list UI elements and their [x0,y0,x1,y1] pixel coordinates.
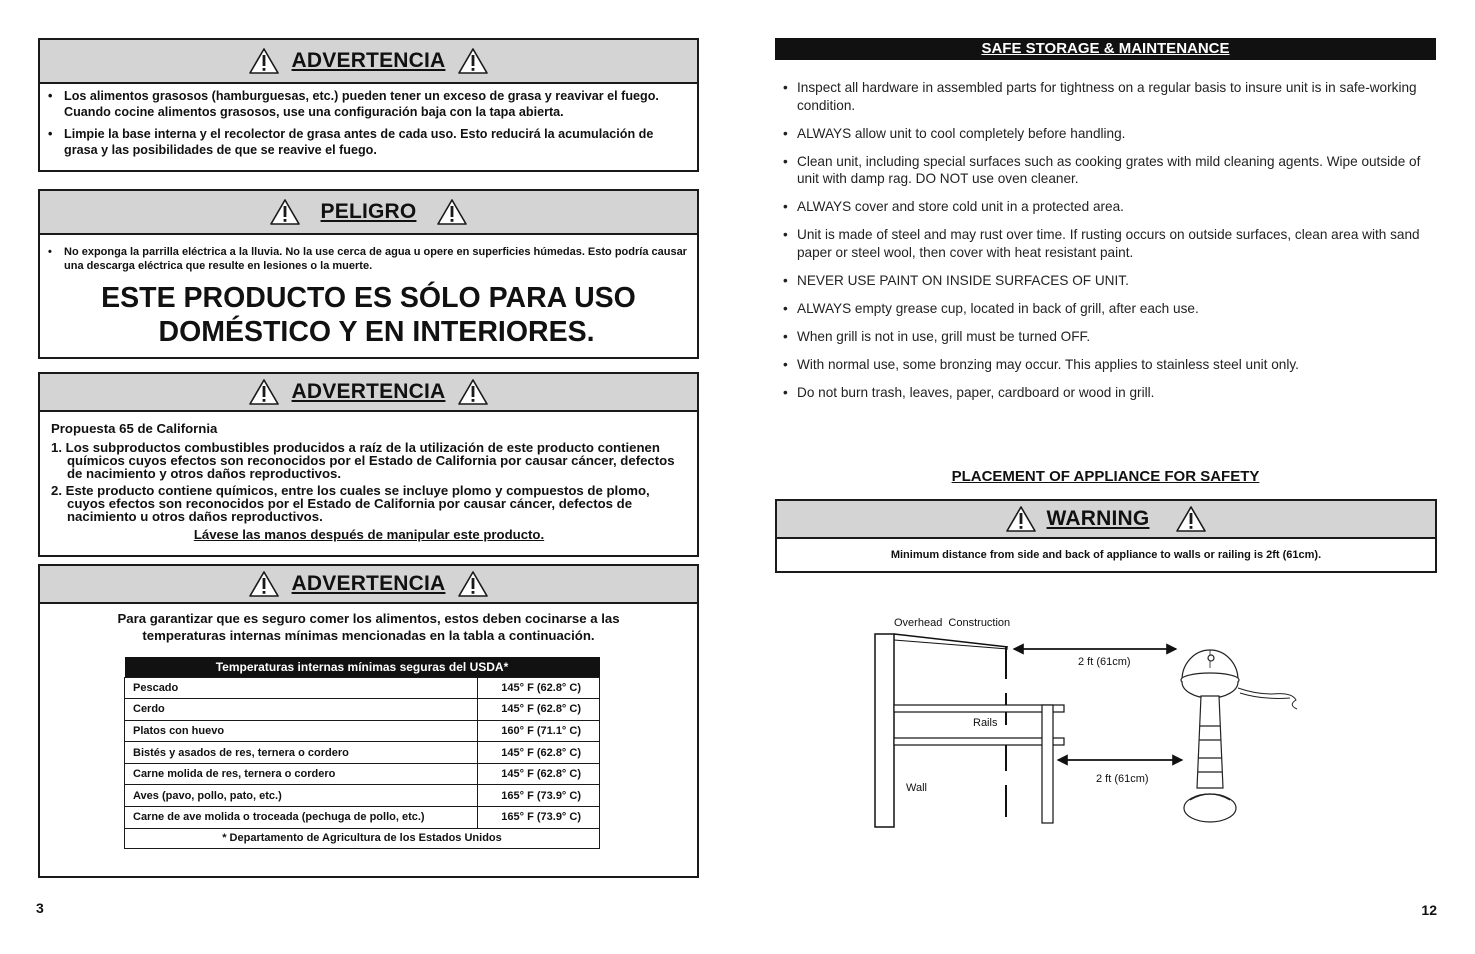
placement-warning-panel [775,499,1437,573]
list-item: • Los alimentos grasosos (hamburguesas, etc.) pueden tener un exceso de grasa y reavivar el fuego. Cuando cocine alimentos grasosos, use una configuración baja con la tapa abierta. [40,88,689,120]
list-item: • When grill is not in use, grill must be turned OFF. [781,328,1433,346]
panel-header [40,566,697,604]
placement-title: PLACEMENT OF APPLIANCE FOR SAFETY [951,468,1260,485]
storage-title: SAFE STORAGE & MAINTENANCE [981,40,1230,57]
overhead-label: Overhead Construction [894,617,1011,629]
prop65-item: 2. Este producto contiene químicos, entre los cuales se incluye plomo y compuestos de plomo, cuyos efectos son reconocidos por el Estado de California por causar cáncer, defectos de nacimiento u otros daños reproductivos. [51,483,650,524]
list-item: • Limpie la base interna y el recolector de grasa antes de cada uso. Esto reducirá la acumulación de grasa y las posibilidades de que se reavive el fuego. [40,126,689,158]
table-footnote: * Departamento de Agricultura de los Estados Unidos [125,828,600,848]
clearance-diagram [860,610,1320,835]
table-row [125,785,600,807]
temp-cell: 145° F (62.8° C) [478,763,600,785]
panel-header [40,374,697,412]
table-row [125,742,600,764]
temp-cell: 145° F (62.8° C) [478,742,600,764]
temp-cell: 145° F (62.8° C) [478,699,600,721]
warning-triangle-icon [248,378,280,406]
panel-title: ADVERTENCIA [291,572,446,595]
list-item: • Inspect all hardware in assembled parts for tightness on a regular basis to insure unit is in safe-working condition. [781,79,1433,114]
list-item: • No exponga la parrilla eléctrica a la lluvia. No la use cerca de agua u opere en superficies húmedas. Esto podría causar una descarga eléctrica que resulte en lesiones o la muerte. [40,245,689,273]
panel-header [40,191,697,235]
panel-title: WARNING [1046,507,1150,530]
rails-label: Rails [973,717,998,729]
warning-triangle-icon [248,47,280,75]
panel-header [777,501,1435,539]
warning-triangle-icon [1175,505,1207,533]
table-row [125,763,600,785]
list-item: • With normal use, some bronzing may occur. This applies to stainless steel unit only. [781,356,1433,374]
grease-bullet-list [40,84,697,158]
warning-triangle-icon [436,198,468,226]
table-row [125,720,600,742]
clearance-diagram-drawing [860,610,1320,835]
table-row [125,807,600,829]
notice-line: DOMÉSTICO Y EN INTERIORES. [158,316,595,348]
food-cell: Aves (pavo, pollo, pato, etc.) [125,785,478,807]
table-row [125,677,600,699]
advertencia-grease-panel [38,38,699,172]
peligro-panel [38,189,699,359]
prop65-panel [38,372,699,557]
peligro-bullet-list [40,235,697,273]
wash-hands-notice: Lávese las manos después de manipular este producto. [193,527,545,542]
list-item: • ALWAYS empty grease cup, located in back of grill, after each use. [781,300,1433,318]
temp-cell: 160° F (71.1° C) [478,720,600,742]
usda-temperature-table [124,657,600,849]
list-item: • Unit is made of steel and may rust over time. If rusting occurs on outside surfaces, clean area with sand paper or steel wool, then cover with heat resistant paint. [781,226,1433,261]
storage-title-bar [775,38,1436,60]
list-item: • Do not burn trash, leaves, paper, cardboard or wood in grill. [781,384,1433,402]
food-cell: Bistés y asados de res, ternera o cordero [125,742,478,764]
wall-label: Wall [906,782,927,794]
panel-title: ADVERTENCIA [291,380,446,403]
distance-bottom-label: 2 ft (61cm) [1096,773,1149,785]
warning-triangle-icon [457,570,489,598]
warning-triangle-icon [1005,505,1037,533]
prop65-body [40,412,697,541]
usda-intro: Para garantizar que es seguro comer los alimentos, estos deben cocinarse a las temperaturas internas mínimas mencionadas en la tabla a continuación. [117,611,620,643]
page-number-right: 12 [1421,902,1437,918]
panel-title: ADVERTENCIA [291,49,446,72]
food-cell: Cerdo [125,699,478,721]
warning-triangle-icon [248,570,280,598]
food-cell: Platos con huevo [125,720,478,742]
panel-header [40,40,697,84]
list-item: • NEVER USE PAINT ON INSIDE SURFACES OF UNIT. [781,272,1433,290]
grill-icon [1181,650,1297,822]
list-item: • ALWAYS cover and store cold unit in a protected area. [781,198,1433,216]
table-footnote-row [125,828,600,848]
table-header: Temperaturas internas mínimas seguras del USDA* [125,657,600,677]
table-row [125,699,600,721]
distance-top-label: 2 ft (61cm) [1078,656,1131,668]
indoor-use-notice [40,281,697,349]
temp-cell: 165° F (73.9° C) [478,785,600,807]
food-cell: Carne de ave molida o troceada (pechuga de pollo, etc.) [125,807,478,829]
warning-triangle-icon [457,378,489,406]
prop65-item: 1. Los subproductos combustibles producidos a raíz de la utilización de este producto contienen químicos cuyos efectos son reconocidos por el Estado de California por causar cáncer, defectos de nacimiento y otros daños reproductivos. [51,440,675,481]
food-cell: Carne molida de res, ternera o cordero [125,763,478,785]
warning-triangle-icon [269,198,301,226]
prop65-subtitle: Propuesta 65 de California [51,421,218,436]
usda-temperature-panel [38,564,699,878]
temp-cell: 165° F (73.9° C) [478,807,600,829]
warning-triangle-icon [457,47,489,75]
list-item: • Clean unit, including special surfaces such as cooking grates with mild cleaning agents. Wipe outside of unit with damp rag. DO NOT use oven cleaner. [781,153,1433,188]
page-number-left: 3 [36,900,44,916]
notice-line: ESTE PRODUCTO ES SÓLO PARA USO [101,282,636,314]
panel-title: PELIGRO [320,200,417,223]
food-cell: Pescado [125,677,478,699]
list-item: • ALWAYS allow unit to cool completely before handling. [781,125,1433,143]
warning-text: Minimum distance from side and back of appliance to walls or railing is 2ft (61cm). [890,549,1322,561]
storage-maintenance-list [781,79,1433,412]
temp-cell: 145° F (62.8° C) [478,677,600,699]
